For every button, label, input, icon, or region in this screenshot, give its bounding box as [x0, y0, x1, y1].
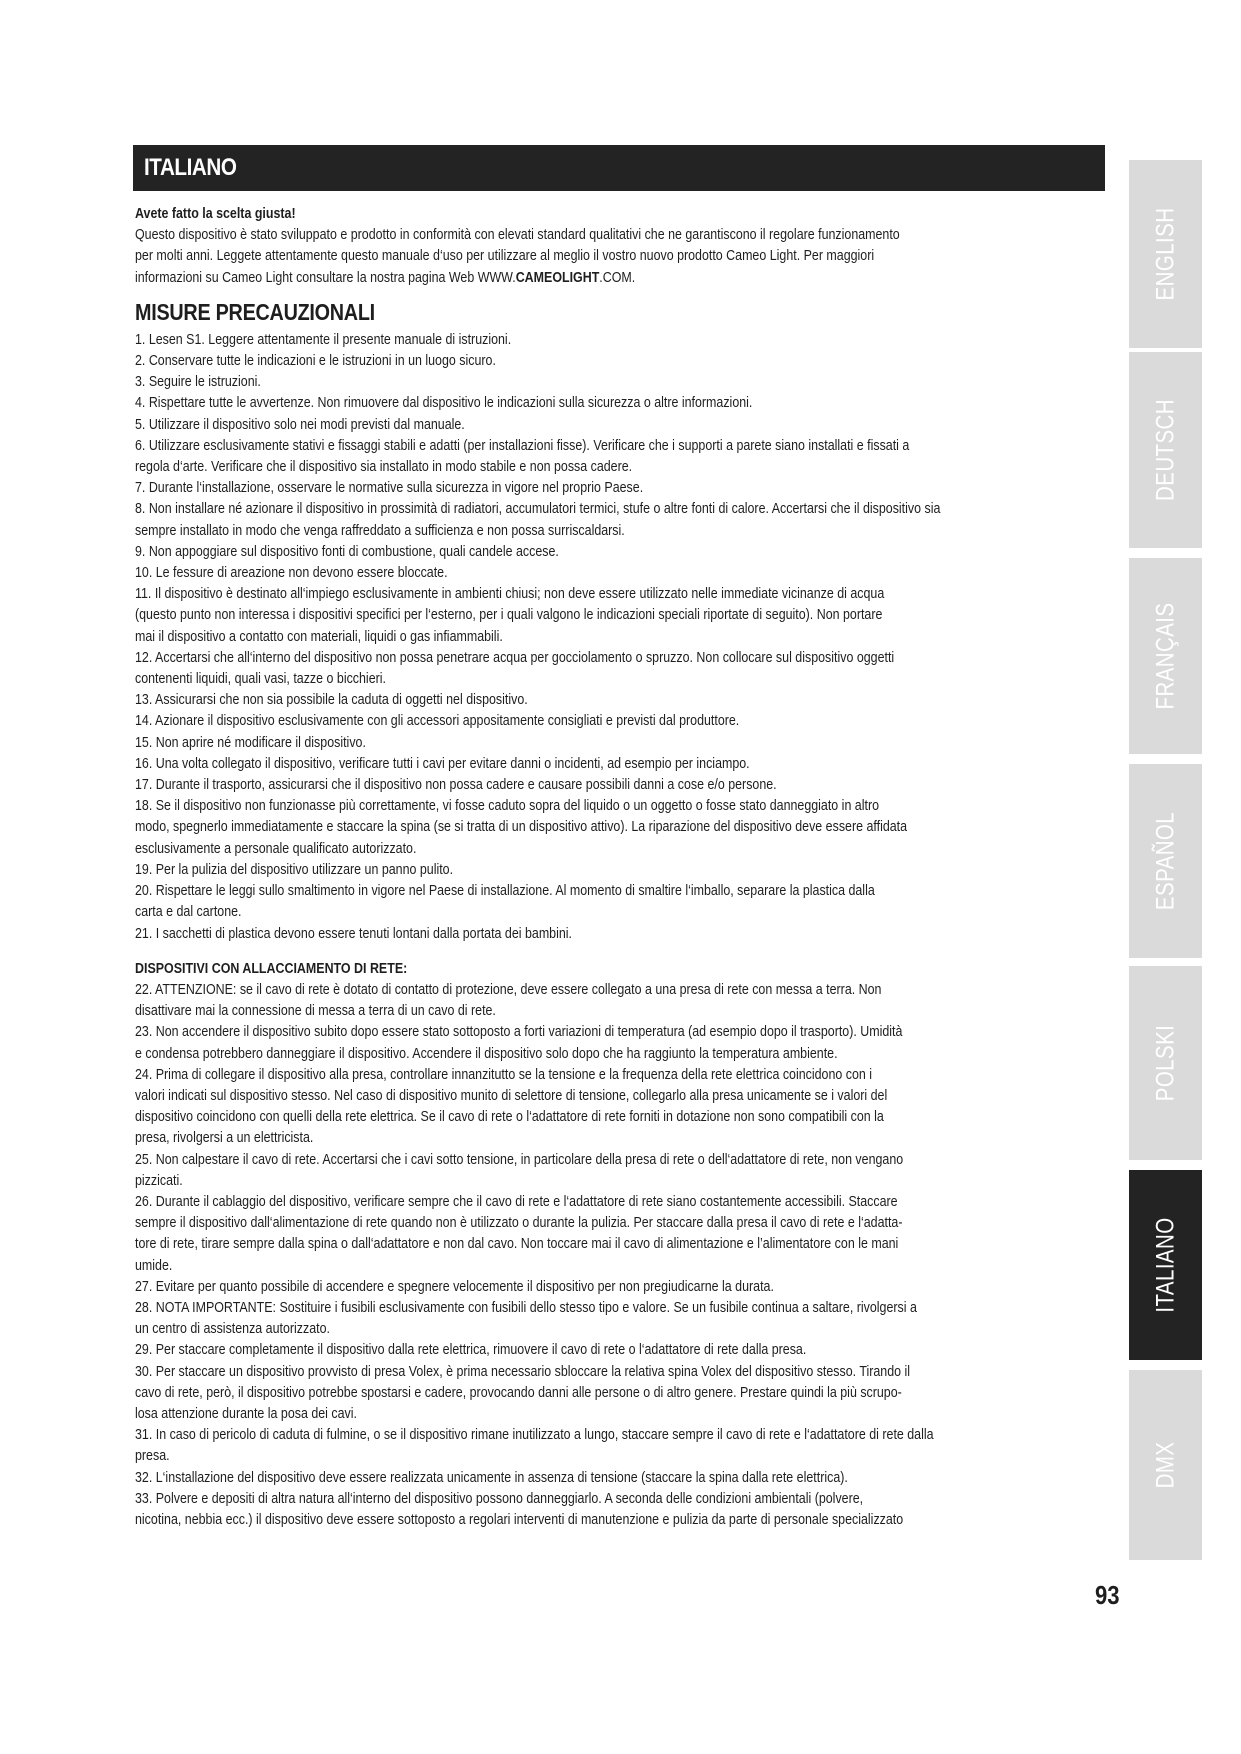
list-line: 19. Per la pulizia del dispositivo utilizzare un panno pulito.: [135, 861, 454, 878]
list-line: 18. Se il dispositivo non funzionasse più correttamente, vi fosse caduto sopra del liquido o un oggetto o fosse stato danneggiato in altro: [135, 798, 880, 815]
tab-espanol[interactable]: [1129, 764, 1202, 958]
list-line: (questo punto non interessa i dispositivi specifici per l‘esterno, per i quali valgono le indicazioni speciali riportate di seguito). Non portare: [135, 607, 883, 624]
list-line: 17. Durante il trasporto, assicurarsi che il dispositivo non possa cadere e causare possibili danni a cose e/o persone.: [135, 777, 777, 794]
list-line: e condensa potrebbero danneggiare il dispositivo. Accendere il dispositivo solo dopo che ha raggiunto la temperatura ambiente.: [135, 1045, 838, 1062]
tab-label: DMX: [1151, 1441, 1179, 1489]
page-number: 93: [1095, 1580, 1120, 1610]
list-line: tore di rete, tirare sempre dalla spina o dall‘adattatore e non dal cavo. Non toccare mai il cavo di alimentazione e l’alimentatore con le mani: [135, 1236, 899, 1253]
section-header-bar: [133, 145, 1105, 191]
list-line: 20. Rispettare le leggi sullo smaltimento in vigore nel Paese di installazione. Al momento di smaltire l‘imballo, separare la plastica dalla: [135, 883, 875, 900]
precautions-heading: MISURE PRECAUZIONALI: [135, 298, 375, 325]
list-line: regola d‘arte. Verificare che il dispositivo sia installato in modo stabile e non possa cadere.: [135, 459, 633, 476]
list-line: 29. Per staccare completamente il dispositivo dalla rete elettrica, rimuovere il cavo di rete o l‘adattatore di rete dalla presa.: [135, 1342, 807, 1359]
intro-text: .COM.: [599, 269, 636, 286]
list-line: 12. Accertarsi che all‘interno del dispositivo non possa penetrare acqua per gocciolamento o spruzzo. Non collocare sul dispositivo oggetti: [135, 649, 895, 666]
list-line: 6. Utilizzare esclusivamente stativi e fissaggi stabili e adatti (per installazioni fisse). Verificare che i supporti a parete siano installati e fissati a: [135, 437, 910, 454]
list-line: 15. Non aprire né modificare il dispositivo.: [135, 734, 366, 751]
list-line: 27. Evitare per quanto possibile di accendere e spegnere velocemente il dispositivo per non pregiudicarne la durata.: [135, 1278, 774, 1295]
list-line: 8. Non installare né azionare il dispositivo in prossimità di radiatori, accumulatori termici, stufe o altre fonti di calore. Accertarsi che il dispositivo sia: [135, 501, 941, 518]
list-line: 5. Utilizzare il dispositivo solo nei modi previsti dal manuale.: [135, 416, 465, 433]
list-line: pizzicati.: [135, 1172, 183, 1189]
tab-label: POLSKI: [1151, 1024, 1179, 1102]
list-line: presa.: [135, 1448, 170, 1465]
list-line: 11. Il dispositivo è destinato all‘impiego esclusivamente in ambienti chiusi; non deve essere utilizzato nelle immediate vicinanze di acqua: [135, 586, 885, 603]
list-line: 26. Durante il cablaggio del dispositivo, verificare sempre che il cavo di rete e l‘adattatore di rete siano costantemente accessibili. Staccare: [135, 1193, 898, 1210]
list-line: sempre installato in modo che venga raffreddato a sufficienza e non possa surriscaldarsi.: [135, 522, 625, 539]
list-line: nicotina, nebbia ecc.) il dispositivo deve essere sottoposto a regolari interventi di manutenzione e pulizia da parte di personale specializzato: [135, 1511, 904, 1528]
list-line: 2. Conservare tutte le indicazioni e le istruzioni in un luogo sicuro.: [135, 353, 496, 370]
list-line: losa attenzione durante la posa dei cavi.: [135, 1405, 357, 1422]
tab-label: FRANÇAIS: [1151, 602, 1179, 710]
list-line: presa, rivolgersi a un elettricista.: [135, 1130, 314, 1147]
list-line: carta e dal cartone.: [135, 904, 242, 921]
list-line: sempre il dispositivo dall‘alimentazione di rete quando non è utilizzato o durante la pulizia. Per staccare dalla presa il cavo di rete e l‘adatta-: [135, 1215, 903, 1232]
intro-text: informazioni su Cameo Light consultare la nostra pagina Web WWW.: [135, 269, 516, 286]
list-line: 1. Lesen S1. Leggere attentamente il presente manuale di istruzioni.: [135, 331, 512, 348]
list-line: esclusivamente a personale qualificato autorizzato.: [135, 840, 417, 857]
network-list: [135, 980, 1105, 1531]
list-line: cavo di rete, però, il dispositivo potrebbe spostarsi e cadere, provocando danni alle persone o di altro genere. Prestare quindi la più scrupo-: [135, 1384, 902, 1401]
intro-line: [135, 268, 979, 289]
manual-content: [135, 204, 1105, 1531]
list-line: 14. Azionare il dispositivo esclusivamente con gli accessori appositamente consigliati e previsti dal produttore.: [135, 713, 740, 730]
list-line: 16. Una volta collegato il dispositivo, verificare tutti i cavi per evitare danni o incidenti, ad esempio per inciampo.: [135, 755, 750, 772]
list-line: 22. ATTENZIONE: se il cavo di rete è dotato di contatto di protezione, deve essere collegato a una presa di rete con messa a terra. Non: [135, 981, 882, 998]
tab-label: ENGLISH: [1151, 207, 1179, 301]
tab-label: ESPAÑOL: [1151, 811, 1179, 911]
intro-lead: Avete fatto la scelta giusta!: [135, 206, 296, 222]
list-line: 4. Rispettare tutte le avvertenze. Non rimuovere dal dispositivo le indicazioni sulla sicurezza o altre informazioni.: [135, 395, 753, 412]
tab-italiano[interactable]: [1129, 1170, 1202, 1360]
list-line: 32. L‘installazione del dispositivo deve essere realizzata unicamente in assenza di tensione (staccare la spina dalla rete elettrica).: [135, 1469, 848, 1486]
tab-dmx[interactable]: [1129, 1370, 1202, 1560]
list-line: 9. Non appoggiare sul dispositivo fonti di combustione, quali candele accese.: [135, 543, 559, 560]
list-line: 7. Durante l‘installazione, osservare le normative sulla sicurezza in vigore nel proprio Paese.: [135, 480, 644, 497]
list-line: 30. Per staccare un dispositivo provvisto di presa Volex, è prima necessario sbloccare la relativa spina Volex del dispositivo stesso. Tirando il: [135, 1363, 911, 1380]
network-heading: DISPOSITIVI CON ALLACCIAMENTO DI RETE:: [135, 960, 408, 977]
list-line: valori indicati sul dispositivo stesso. Nel caso di dispositivo munito di selettore di tensione, collegarlo alla presa unicamente se i valori del: [135, 1087, 888, 1104]
list-line: 21. I sacchetti di plastica devono essere tenuti lontani dalla portata dei bambini.: [135, 925, 572, 942]
list-line: modo, spegnerlo immediatamente e staccare la spina (se si tratta di un dispositivo attivo). La riparazione del dispositivo deve essere affidata: [135, 819, 908, 836]
list-line: disattivare mai la connessione di messa a terra di un cavo di rete.: [135, 1003, 496, 1020]
list-line: 3. Seguire le istruzioni.: [135, 374, 261, 391]
list-line: 31. In caso di pericolo di caduta di fulmine, o se il dispositivo rimane inutilizzato a lungo, staccare sempre il cavo di rete e l‘adattatore di rete dalla: [135, 1427, 934, 1444]
website-brand: CAMEOLIGHT: [515, 269, 600, 286]
list-line: 10. Le fessure di areazione non devono essere bloccate.: [135, 565, 448, 582]
list-line: contenenti liquidi, quali vasi, tazze o bicchieri.: [135, 671, 386, 688]
intro-line: per molti anni. Leggete attentamente questo manuale d‘uso per utilizzare al meglio il vostro nuovo prodotto Cameo Light. Per maggiori: [135, 248, 875, 265]
intro-line: Questo dispositivo è stato sviluppato e prodotto in conformità con elevati standard qualitativi che ne garantiscono il regolare funzionamento: [135, 227, 900, 244]
list-line: 24. Prima di collegare il dispositivo alla presa, controllare innanzitutto se la tensione e la frequenza della rete elettrica coincidono con i: [135, 1066, 873, 1083]
tab-label: ITALIANO: [1151, 1217, 1179, 1313]
section-header-title: ITALIANO: [144, 154, 237, 181]
list-line: 33. Polvere e depositi di altra natura all‘interno del dispositivo possono danneggiarlo. A seconda delle condizioni ambientali (polvere,: [135, 1490, 864, 1507]
list-line: 13. Assicurarsi che non sia possibile la caduta di oggetti nel dispositivo.: [135, 692, 528, 709]
list-line: 28. NOTA IMPORTANTE: Sostituire i fusibili esclusivamente con fusibili dello stesso tipo e valore. Se un fusibile continua a saltare, rivolgersi a: [135, 1299, 917, 1316]
tab-english[interactable]: [1129, 160, 1202, 348]
list-line: 23. Non accendere il dispositivo subito dopo essere stato sottoposto a forti variazioni di temperatura (ad esempio dopo il trasporto). Umidità: [135, 1024, 903, 1041]
tab-deutsch[interactable]: [1129, 352, 1202, 548]
list-line: 25. Non calpestare il cavo di rete. Accertarsi che i cavi sotto tensione, in particolare della presa di rete o dell‘adattatore di rete, non vengano: [135, 1151, 904, 1168]
list-line: dispositivo coincidono con quelli della rete elettrica. Se il cavo di rete o l‘adattatore di rete forniti in dotazione non sono compatibili con la: [135, 1109, 884, 1126]
list-line: un centro di assistenza autorizzato.: [135, 1321, 330, 1338]
tab-francais[interactable]: [1129, 558, 1202, 754]
precautions-list: [135, 330, 1105, 945]
list-line: mai il dispositivo a contatto con materiali, liquidi o gas infiammabili.: [135, 628, 503, 645]
list-line: umide.: [135, 1257, 173, 1274]
tab-polski[interactable]: [1129, 966, 1202, 1160]
tab-label: DEUTSCH: [1151, 399, 1179, 501]
